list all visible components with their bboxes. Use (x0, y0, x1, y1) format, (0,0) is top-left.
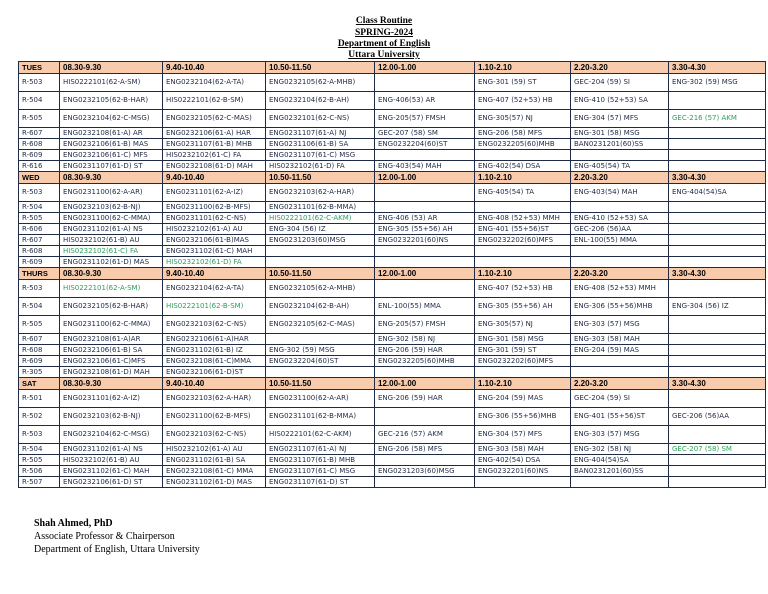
day-header-row (19, 62, 766, 74)
signatory-title: Associate Professor & Chairperson (34, 531, 175, 542)
course-cell (375, 202, 475, 213)
course-cell: ENG0231107(61-B) MHB (163, 139, 266, 150)
course-cell: BAN0231201(60)SS (571, 466, 669, 477)
time-slot-header: 9.40-10.40 (163, 378, 266, 390)
room-cell: R-503 (19, 280, 60, 298)
course-cell: ENG-304 (57) MFS (475, 426, 571, 444)
course-cell (571, 356, 669, 367)
course-cell (375, 257, 475, 268)
room-cell: R-506 (19, 466, 60, 477)
course-cell (669, 356, 766, 367)
course-cell: ENG0232204(60)ST (266, 356, 375, 367)
course-cell: ENG-302 (58) NJ (375, 334, 475, 345)
course-cell: HIS0232102(61-B) AU (60, 455, 163, 466)
time-slot-header: 3.30-4.30 (669, 62, 766, 74)
course-cell: ENG0232106(61-C)MFS (60, 356, 163, 367)
course-cell: ENG0232201(60)NS (475, 466, 571, 477)
course-cell: ENG0231100(62-B-MFS) (163, 408, 266, 426)
course-cell (669, 477, 766, 488)
course-cell (669, 213, 766, 224)
table-row (19, 356, 766, 367)
table-row (19, 426, 766, 444)
time-slot-header: 08.30-9.30 (60, 172, 163, 184)
course-cell (375, 455, 475, 466)
course-cell: HIS0232102(61-A) AU (163, 224, 266, 235)
course-cell: ENG-302 (59) MSG (266, 345, 375, 356)
course-cell: HIS0222101(62-A-SM) (60, 74, 163, 92)
course-cell: GEC-206 (56)AA (669, 408, 766, 426)
course-cell: ENG0231102(61-D) MAS (60, 257, 163, 268)
course-cell (266, 367, 375, 378)
table-row (19, 477, 766, 488)
course-cell: ENG-410 (52+53) SA (571, 92, 669, 110)
course-cell: HIS0222101(62-C-AKM) (266, 213, 375, 224)
course-cell (266, 246, 375, 257)
course-cell: ENG-206 (59) HAR (375, 390, 475, 408)
time-slot-header: 1.10-2.10 (475, 378, 571, 390)
course-cell: HIS0232102(61-C) FA (163, 150, 266, 161)
course-cell: ENG-306 (55+56)MHB (475, 408, 571, 426)
room-cell: R-609 (19, 150, 60, 161)
course-cell: ENG-205(57) FMSH (375, 316, 475, 334)
room-cell: R-503 (19, 184, 60, 202)
table-row (19, 246, 766, 257)
course-cell (571, 367, 669, 378)
table-row (19, 466, 766, 477)
room-cell: R-616 (19, 161, 60, 172)
room-cell: R-503 (19, 426, 60, 444)
room-cell: R-504 (19, 92, 60, 110)
course-cell (669, 466, 766, 477)
course-cell (669, 316, 766, 334)
course-cell (669, 128, 766, 139)
table-row (19, 444, 766, 455)
course-cell: ENG0232204(60)ST (375, 139, 475, 150)
room-cell: R-503 (19, 74, 60, 92)
course-cell: ENG-305(57) NJ (475, 316, 571, 334)
course-cell: ENG-303 (57) MSG (571, 316, 669, 334)
course-cell: ENG-306 (55+56)MHB (571, 298, 669, 316)
course-cell (375, 280, 475, 298)
course-cell: ENG-206 (59) HAR (375, 345, 475, 356)
signatory-name: Shah Ahmed, PhD (34, 518, 113, 529)
table-row (19, 235, 766, 246)
course-cell (669, 257, 766, 268)
course-cell: ENG0232106(61-D)ST (163, 367, 266, 378)
course-cell: ENG-204 (59) MAS (475, 390, 571, 408)
time-slot-header: 3.30-4.30 (669, 378, 766, 390)
course-cell (266, 257, 375, 268)
course-cell: HIS0232102(61-D) FA (266, 161, 375, 172)
course-cell: ENG0232105(62-C-MAS) (266, 316, 375, 334)
course-cell: ENG0232205(60)MHB (475, 139, 571, 150)
course-cell (475, 246, 571, 257)
course-cell: ENG-305 (55+56) AH (375, 224, 475, 235)
table-row (19, 161, 766, 172)
course-cell: ENG-303 (57) MSG (571, 426, 669, 444)
course-cell: ENG0232105(62-B-HAR) (60, 298, 163, 316)
time-slot-header: 08.30-9.30 (60, 378, 163, 390)
course-cell: ENG0232106(61-A)HAR (163, 334, 266, 345)
course-cell: ENG-206 (58) MFS (475, 128, 571, 139)
table-row (19, 184, 766, 202)
day-header-row (19, 172, 766, 184)
room-cell: R-504 (19, 444, 60, 455)
day-label: WED (19, 172, 60, 184)
course-cell: ENG0232205(60)MHB (375, 356, 475, 367)
time-slot-header: 08.30-9.30 (60, 268, 163, 280)
time-slot-header: 2.20-3.20 (571, 378, 669, 390)
room-cell: R-505 (19, 455, 60, 466)
day-header-row (19, 268, 766, 280)
course-cell: BAN0231201(60)SS (571, 139, 669, 150)
time-slot-header: 1.10-2.10 (475, 62, 571, 74)
routine-body (19, 62, 766, 488)
course-cell: ENG-401 (55+56)ST (475, 224, 571, 235)
course-cell (669, 246, 766, 257)
course-cell: GEC-207 (58) SM (375, 128, 475, 139)
table-row (19, 408, 766, 426)
course-cell (669, 367, 766, 378)
course-cell: ENG-302 (58) NJ (571, 444, 669, 455)
course-cell: GEC-206 (56)AA (571, 224, 669, 235)
course-cell: ENG0232103(62-C-NS) (163, 316, 266, 334)
course-cell: ENG0231100(62-A-AR) (60, 184, 163, 202)
course-cell (375, 246, 475, 257)
course-cell: HIS0222101(62-B-SM) (163, 92, 266, 110)
day-label: SAT (19, 378, 60, 390)
routine-title: Class Routine (355, 16, 413, 26)
course-cell: ENG0232108(61-C) MMA (163, 466, 266, 477)
course-cell: ENG0231107(61-A) NJ (266, 128, 375, 139)
course-cell: ENG-304 (56) IZ (266, 224, 375, 235)
course-cell: HIS0232102(61-D) FA (163, 257, 266, 268)
course-cell: ENG0231102(61-D) MAS (163, 477, 266, 488)
course-cell (375, 477, 475, 488)
course-cell: ENG0231107(61-D) ST (60, 161, 163, 172)
course-cell: HIS0222101(62-C-AKM) (266, 426, 375, 444)
course-cell (571, 477, 669, 488)
table-row (19, 213, 766, 224)
course-cell: ENG-405(54) TA (571, 161, 669, 172)
course-cell: ENG0231107(61-B) MHB (266, 455, 375, 466)
course-cell: ENG-404(54)SA (669, 184, 766, 202)
course-cell: ENG-303 (58) MAH (571, 334, 669, 345)
course-cell: ENG0232106(61-B)MAS (163, 235, 266, 246)
course-cell: ENG-305 (55+56) AH (475, 298, 571, 316)
course-cell: ENG-304 (57) MFS (571, 110, 669, 128)
course-cell (571, 202, 669, 213)
course-cell (375, 184, 475, 202)
room-cell: R-608 (19, 246, 60, 257)
course-cell: ENG0232105(62-A-MHB) (266, 280, 375, 298)
course-cell: ENG-401 (55+56)ST (571, 408, 669, 426)
course-cell (375, 150, 475, 161)
course-cell (669, 92, 766, 110)
room-cell: R-505 (19, 213, 60, 224)
course-cell: ENG0232108(61-C)MMA (163, 356, 266, 367)
course-cell: ENG-406(53) AR (375, 92, 475, 110)
course-cell: ENG0232201(60)NS (375, 235, 475, 246)
course-cell: ENG0232106(61-D) ST (60, 477, 163, 488)
table-row (19, 455, 766, 466)
course-cell: ENG0232103(62-A-HAR) (266, 184, 375, 202)
time-slot-header: 2.20-3.20 (571, 172, 669, 184)
course-cell (669, 426, 766, 444)
course-cell: ENG0231102(61-A) NS (60, 224, 163, 235)
room-cell: R-609 (19, 356, 60, 367)
course-cell: ENG-305(57) NJ (475, 110, 571, 128)
course-cell (669, 161, 766, 172)
table-row (19, 224, 766, 235)
course-cell: HIS0232102(61-C) FA (60, 246, 163, 257)
course-cell: ENG0231107(61-C) MSG (266, 150, 375, 161)
course-cell: ENL-100(55) MMA (571, 235, 669, 246)
course-cell: ENG0231100(62-A-AR) (266, 390, 375, 408)
course-cell (669, 224, 766, 235)
table-row (19, 334, 766, 345)
time-slot-header: 9.40-10.40 (163, 268, 266, 280)
course-cell: ENG0232108(61-D) MAH (60, 367, 163, 378)
course-cell: ENG-404(54)SA (571, 455, 669, 466)
course-cell: ENG-407 (52+53) HB (475, 92, 571, 110)
time-slot-header: 12.00-1.00 (375, 268, 475, 280)
course-cell: ENG0232101(62-C-NS) (266, 110, 375, 128)
course-cell: ENG-301 (58) MSG (475, 334, 571, 345)
course-cell: ENG-206 (58) MFS (375, 444, 475, 455)
course-cell: ENG-302 (59) MSG (669, 74, 766, 92)
time-slot-header: 1.10-2.10 (475, 268, 571, 280)
course-cell: HIS0232102(61-A) AU (163, 444, 266, 455)
day-label: TUES (19, 62, 60, 74)
room-cell: R-608 (19, 345, 60, 356)
course-cell (669, 334, 766, 345)
course-cell: ENG0232104(62-C-MSG) (60, 426, 163, 444)
course-cell: ENG0232106(61-B) MAS (60, 139, 163, 150)
course-cell: ENG-301 (58) MSG (571, 128, 669, 139)
course-cell: ENG0231101(62-A-IZ) (60, 390, 163, 408)
course-cell: ENG0231101(62-A-IZ) (163, 184, 266, 202)
course-cell (571, 246, 669, 257)
time-slot-header: 2.20-3.20 (571, 268, 669, 280)
course-cell (571, 257, 669, 268)
course-cell (669, 150, 766, 161)
room-cell: R-505 (19, 110, 60, 128)
course-cell: ENG0232104(62-C-MSG) (60, 110, 163, 128)
course-cell: ENG0231100(62-C-MMA) (60, 316, 163, 334)
time-slot-header: 9.40-10.40 (163, 172, 266, 184)
course-cell: ENG-402(54) DSA (475, 161, 571, 172)
course-cell: ENG-301 (59) ST (475, 74, 571, 92)
course-cell: ENG0232104(62-A-TA) (163, 280, 266, 298)
room-cell: R-507 (19, 477, 60, 488)
course-cell: ENG0232108(61-A) AR (60, 128, 163, 139)
time-slot-header: 12.00-1.00 (375, 378, 475, 390)
course-cell (375, 74, 475, 92)
course-cell: ENG0231101(62-C-NS) (163, 213, 266, 224)
routine-term: SPRING-2024 (354, 28, 414, 38)
course-cell: ENG0232105(62-C-MAS) (163, 110, 266, 128)
table-row (19, 128, 766, 139)
course-cell (375, 367, 475, 378)
course-cell: ENG-408 (52+53) MMH (571, 280, 669, 298)
course-cell: ENG0231107(61-D) ST (266, 477, 375, 488)
room-cell: R-504 (19, 202, 60, 213)
course-cell: ENG-410 (52+53) SA (571, 213, 669, 224)
course-cell: ENG0232104(62-B-AH) (266, 298, 375, 316)
signatory-department: Department of English, Uttara University (34, 544, 200, 555)
course-cell (669, 202, 766, 213)
time-slot-header: 3.30-4.30 (669, 268, 766, 280)
course-cell: ENG0232108(61-A)AR (60, 334, 163, 345)
time-slot-header: 10.50-11.50 (266, 378, 375, 390)
room-cell: R-607 (19, 334, 60, 345)
course-cell: ENL-100(55) MMA (375, 298, 475, 316)
room-cell: R-607 (19, 235, 60, 246)
time-slot-header: 10.50-11.50 (266, 268, 375, 280)
room-cell: R-305 (19, 367, 60, 378)
table-row (19, 316, 766, 334)
course-cell: ENG0232106(61-B) SA (60, 345, 163, 356)
day-header-row (19, 378, 766, 390)
course-cell: ENG0232104(62-A-TA) (163, 74, 266, 92)
course-cell (669, 235, 766, 246)
table-row (19, 280, 766, 298)
time-slot-header: 9.40-10.40 (163, 62, 266, 74)
course-cell: ENG0231203(60)MSG (375, 466, 475, 477)
course-cell: ENG-304 (56) IZ (669, 298, 766, 316)
time-slot-header: 2.20-3.20 (571, 62, 669, 74)
course-cell (375, 408, 475, 426)
table-row (19, 74, 766, 92)
course-cell: ENG0231107(61-C) MSG (266, 466, 375, 477)
time-slot-header: 12.00-1.00 (375, 172, 475, 184)
table-row (19, 298, 766, 316)
course-cell: ENG0231106(61-B) SA (266, 139, 375, 150)
course-cell: ENG0231100(62-C-MMA) (60, 213, 163, 224)
table-row (19, 202, 766, 213)
course-cell (669, 455, 766, 466)
course-cell: ENG0232103(62-A-HAR) (163, 390, 266, 408)
course-cell: ENG-303 (58) MAH (475, 444, 571, 455)
course-cell: ENG0232103(62-C-NS) (163, 426, 266, 444)
course-cell: ENG0232104(62-B-AH) (266, 92, 375, 110)
course-cell: HIS0222101(62-B-SM) (163, 298, 266, 316)
room-cell: R-504 (19, 298, 60, 316)
course-cell (475, 367, 571, 378)
course-cell: ENG-407 (52+53) HB (475, 280, 571, 298)
course-cell: GEC-207 (58) SM (669, 444, 766, 455)
table-row (19, 367, 766, 378)
table-row (19, 257, 766, 268)
time-slot-header: 3.30-4.30 (669, 172, 766, 184)
course-cell (475, 150, 571, 161)
table-row (19, 139, 766, 150)
routine-university: Uttara University (348, 50, 420, 60)
course-cell (475, 477, 571, 488)
course-cell: GEC-204 (59) SI (571, 74, 669, 92)
course-cell: ENG0232106(61-A) HAR (163, 128, 266, 139)
course-cell: ENG-403(54) MAH (571, 184, 669, 202)
room-cell: R-607 (19, 128, 60, 139)
course-cell (669, 345, 766, 356)
course-cell: ENG0231100(62-B-MFS) (163, 202, 266, 213)
day-label: THURS (19, 268, 60, 280)
room-cell: R-502 (19, 408, 60, 426)
course-cell: ENG0231101(62-B-MMA) (266, 408, 375, 426)
room-cell: R-501 (19, 390, 60, 408)
course-cell: ENG0232103(62-B-NJ) (60, 202, 163, 213)
table-row (19, 345, 766, 356)
course-cell: GEC-204 (59) SI (571, 390, 669, 408)
time-slot-header: 1.10-2.10 (475, 172, 571, 184)
course-cell: ENG0231102(61-B) SA (163, 455, 266, 466)
course-cell (669, 139, 766, 150)
room-cell: R-606 (19, 224, 60, 235)
table-row (19, 150, 766, 161)
course-cell: ENG0232105(62-A-MHB) (266, 74, 375, 92)
course-cell (571, 150, 669, 161)
room-cell: R-609 (19, 257, 60, 268)
course-cell: ENG0232202(60)MFS (475, 356, 571, 367)
course-cell: ENG0232202(60)MFS (475, 235, 571, 246)
course-cell: ENG0231102(61-C) MAH (60, 466, 163, 477)
course-cell: ENG0231101(62-B-MMA) (266, 202, 375, 213)
room-cell: R-608 (19, 139, 60, 150)
course-cell: ENG-403(54) MAH (375, 161, 475, 172)
course-cell: ENG0231107(61-A) NJ (266, 444, 375, 455)
course-cell: ENG-406 (53) AR (375, 213, 475, 224)
table-row (19, 390, 766, 408)
course-cell (669, 280, 766, 298)
class-routine-table (18, 61, 766, 488)
course-cell: HIS0222101(62-A-SM) (60, 280, 163, 298)
course-cell: ENG-402(54) DSA (475, 455, 571, 466)
course-cell (669, 390, 766, 408)
course-cell: ENG-301 (59) ST (475, 345, 571, 356)
course-cell: ENG0232105(62-B-HAR) (60, 92, 163, 110)
course-cell: ENG0231102(61-C) MAH (163, 246, 266, 257)
course-cell: ENG0231102(61-A) NS (60, 444, 163, 455)
course-cell: ENG-408 (52+53) MMH (475, 213, 571, 224)
time-slot-header: 10.50-11.50 (266, 62, 375, 74)
time-slot-header: 12.00-1.00 (375, 62, 475, 74)
routine-department: Department of English (337, 39, 431, 49)
course-cell: ENG-205(57) FMSH (375, 110, 475, 128)
course-cell: ENG0232103(62-B-NJ) (60, 408, 163, 426)
room-cell: R-505 (19, 316, 60, 334)
table-row (19, 92, 766, 110)
course-cell (266, 334, 375, 345)
course-cell (475, 202, 571, 213)
course-cell: ENG0232108(61-D) MAH (163, 161, 266, 172)
course-cell: ENG0232106(61-C) MFS (60, 150, 163, 161)
course-cell: GEC-216 (57) AKM (375, 426, 475, 444)
course-cell: HIS0232102(61-B) AU (60, 235, 163, 246)
course-cell: ENG0231102(61-B) IZ (163, 345, 266, 356)
course-cell: ENG0231203(60)MSG (266, 235, 375, 246)
table-row (19, 110, 766, 128)
course-cell: GEC-216 (57) AKM (669, 110, 766, 128)
course-cell (475, 257, 571, 268)
time-slot-header: 10.50-11.50 (266, 172, 375, 184)
time-slot-header: 08.30-9.30 (60, 62, 163, 74)
course-cell: ENG-405(54) TA (475, 184, 571, 202)
course-cell: ENG-204 (59) MAS (571, 345, 669, 356)
